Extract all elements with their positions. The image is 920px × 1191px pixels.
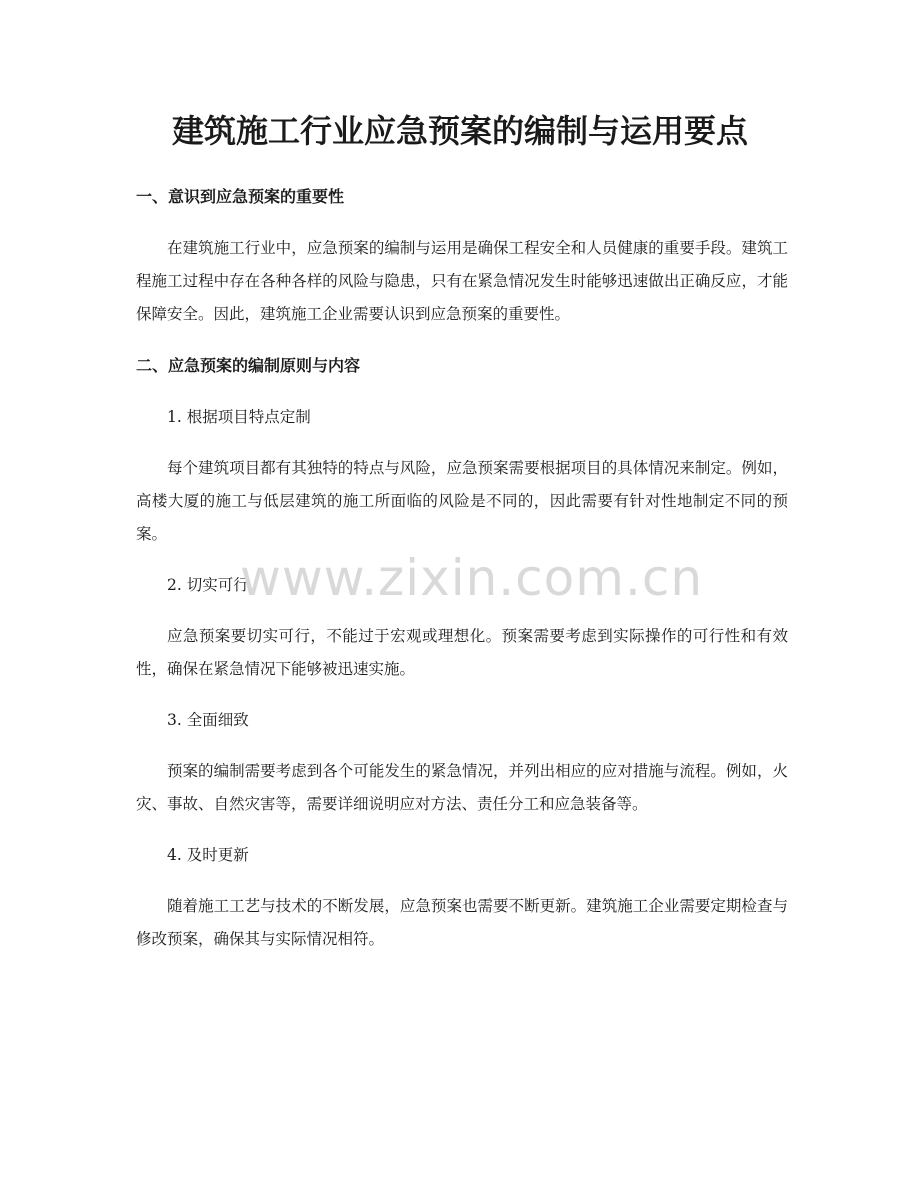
subheading-3: 3. 全面细致 bbox=[167, 711, 249, 729]
subheading-1: 1. 根据项目特点定制 bbox=[167, 408, 311, 426]
subsection-1-paragraph: 每个建筑项目都有其独特的特点与风险，应急预案需要根据项目的具体情况来制定。例如，高楼大厦的施工与低层建筑的施工所面临的风险是不同的，因此需要有针对性地制定不同的预案。 bbox=[136, 459, 788, 543]
section-heading-1: 一、意识到应急预案的重要性 bbox=[136, 187, 345, 206]
subsection-4-paragraph: 随着施工工艺与技术的不断发展，应急预案也需要不断更新。建筑施工企业需要定期检查与修改预案，确保其与实际情况相符。 bbox=[136, 897, 788, 948]
subsection-3-paragraph: 预案的编制需要考虑到各个可能发生的紧急情况，并列出相应的应对措施与流程。例如，火灾、事故、自然灾害等，需要详细说明应对方法、责任分工和应急装备等。 bbox=[136, 762, 788, 813]
section-heading-2: 二、应急预案的编制原则与内容 bbox=[136, 356, 361, 375]
document-title: 建筑施工行业应急预案的编制与运用要点 bbox=[171, 112, 748, 150]
subheading-2: 2. 切实可行 bbox=[167, 576, 249, 594]
subsection-2-paragraph: 应急预案要切实可行，不能过于宏观或理想化。预案需要考虑到实际操作的可行性和有效性，确保在紧急情况下能够被迅速实施。 bbox=[136, 627, 788, 678]
watermark: www.zixin.com.cn bbox=[240, 549, 704, 607]
subheading-4: 4. 及时更新 bbox=[167, 846, 249, 864]
document-body bbox=[136, 184, 788, 974]
section-1-paragraph: 在建筑施工行业中，应急预案的编制与运用是确保工程安全和人员健康的重要手段。建筑工程施工过程中存在各种各样的风险与隐患，只有在紧急情况发生时能够迅速做出正确反应，才能保障安全。因此，建筑施工企业需要认识到应急预案的重要性。 bbox=[136, 239, 788, 323]
